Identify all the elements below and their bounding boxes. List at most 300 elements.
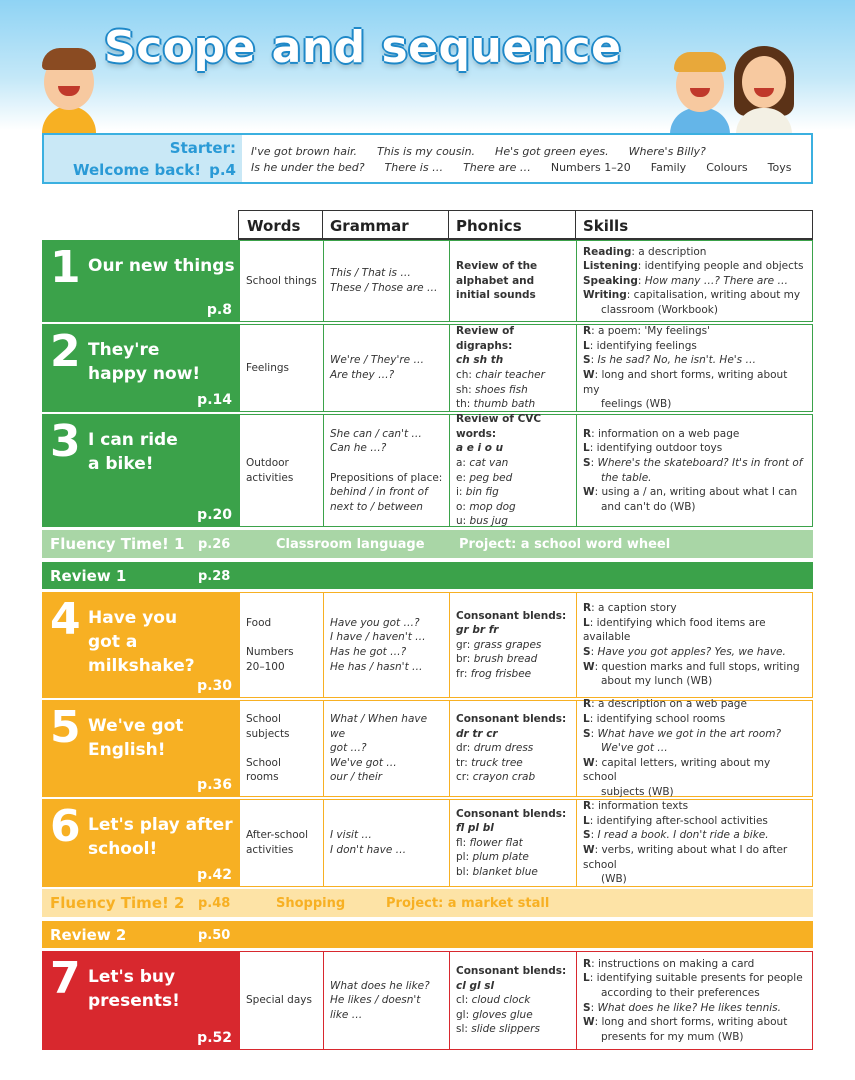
words-line: [246, 630, 317, 645]
skills-line: [583, 674, 807, 689]
phonics-cell: [449, 325, 576, 411]
phonics-letters: a e i o u: [456, 442, 504, 455]
skills-line-part: : a description: [631, 245, 707, 258]
skills-line: [583, 259, 807, 274]
phonics-example-part: cr:: [456, 771, 473, 784]
phonics-example-part: grass grapes: [473, 638, 542, 651]
skills-line-part: What does he like? He likes tennis.: [597, 1001, 781, 1014]
grammar-line: Are they …?: [330, 369, 395, 381]
phonics-cell: [449, 241, 576, 321]
skills-line-part: : identifying feelings: [589, 339, 697, 352]
skills-line: [583, 471, 807, 486]
phonics-example-part: br:: [456, 653, 474, 666]
skills-line: [583, 957, 807, 972]
skills-line-part: :: [590, 727, 598, 740]
words-line: subjects: [246, 727, 290, 740]
words-line: School things: [246, 274, 317, 287]
words-line: Feelings: [246, 361, 290, 374]
skills-line-part: : a description on a web page: [591, 698, 747, 711]
grammar-line: We've got …: [330, 756, 397, 769]
grammar-line: like …: [330, 1008, 363, 1021]
phonics-letters: gr br fr: [456, 624, 499, 637]
unit-name-line: got a: [88, 632, 138, 652]
starter-line-1: [251, 145, 726, 158]
skills-line-part: Listening: [583, 260, 638, 273]
phonics-example-part: shoes fish: [475, 383, 528, 396]
skills-line: [583, 872, 807, 887]
skills-line-part: R: [583, 325, 592, 338]
fluency-project: Project: a school word wheel: [459, 537, 671, 552]
grammar-line: I visit …: [330, 829, 372, 842]
phonics-letters: ch sh th: [456, 354, 504, 367]
skills-line-part: R: [583, 698, 592, 711]
unit-name: [88, 606, 195, 678]
phonics-heading: Consonant blends:: [456, 713, 567, 726]
unit-name-line: school!: [88, 839, 158, 859]
skills-cell: [576, 241, 813, 321]
words-line: 20–100: [246, 660, 285, 673]
starter-page: p.4: [209, 161, 236, 179]
unit-name: [88, 965, 180, 1013]
unit-number: 7: [50, 953, 81, 1004]
starter-phrase: There are …: [463, 161, 531, 174]
skills-line-part: according to their preferences: [601, 986, 760, 999]
starter-row: [42, 133, 813, 184]
words-line: Outdoor: [246, 456, 289, 469]
skills-line-part: W: [583, 486, 595, 499]
phonics-example: [456, 756, 570, 771]
phonics-example-part: flower flat: [469, 836, 523, 849]
skills-line-part: Speaking: [583, 274, 638, 287]
skills-line-part: Reading: [583, 245, 632, 258]
skills-line: [583, 288, 807, 303]
skills-line-part: : information texts: [591, 800, 689, 813]
skills-line-part: : identifying outdoor toys: [589, 442, 723, 455]
skills-line-part: : identifying school rooms: [589, 713, 726, 726]
skills-line-part: R: [583, 427, 592, 440]
grammar-line: our / their: [330, 771, 383, 784]
grammar-line: Can he …?: [330, 442, 387, 455]
phonics-example-part: a:: [456, 456, 470, 469]
grammar-line: What / When have we: [330, 713, 428, 740]
review-title: Review 2: [50, 926, 127, 944]
phonics-example: [456, 652, 570, 667]
starter-phrase: I've got brown hair.: [251, 145, 358, 158]
phonics-example: [456, 1022, 570, 1037]
phonics-cell: [449, 800, 576, 886]
phonics-example-part: frog frisbee: [470, 667, 532, 680]
unit-row: [42, 592, 813, 698]
review-page: p.28: [198, 569, 231, 584]
unit-row: [42, 414, 813, 527]
skills-line-part: : a caption story: [591, 602, 677, 615]
unit-row: [42, 700, 813, 797]
skills-cell: [576, 593, 813, 697]
unit-name-line: a bike!: [88, 454, 154, 474]
unit-cells: [240, 324, 813, 412]
skills-line-part: : information on a web page: [591, 427, 740, 440]
fluency-topic: Classroom language: [276, 537, 425, 552]
unit-name-line: Let's play after: [88, 815, 233, 835]
unit-row: [42, 324, 813, 412]
skills-line-part: L: [583, 972, 590, 985]
starter-label-panel: [44, 135, 242, 182]
starter-subtitle: [65, 161, 236, 179]
table-header: [238, 210, 813, 240]
unit-name-line: Let's buy: [88, 967, 176, 987]
skills-line-part: L: [583, 814, 590, 827]
review-1-band: [42, 562, 813, 589]
unit-row: [42, 799, 813, 887]
skills-line-part: : identifying suitable presents for people: [589, 972, 803, 985]
skills-line-part: Where's the skateboard? It's in front of: [597, 456, 803, 469]
phonics-example: [456, 397, 570, 412]
words-line: Special days: [246, 994, 312, 1007]
unit-title-panel: [42, 414, 240, 527]
skills-line-part: How many …? There are …: [644, 274, 788, 287]
grammar-line: Have you got …?: [330, 616, 420, 629]
words-line: Numbers: [246, 646, 294, 658]
phonics-example-part: peg bed: [469, 471, 513, 484]
skills-line-part: :: [590, 829, 598, 842]
skills-line-part: :: [590, 646, 598, 658]
grammar-cell: [323, 701, 449, 796]
words-line: School: [246, 756, 281, 769]
skills-line: [583, 712, 807, 727]
skills-line-part: W: [583, 756, 595, 769]
phonics-example-part: u:: [456, 515, 470, 528]
phonics-example-part: sh:: [456, 383, 476, 396]
unit-number: 6: [50, 801, 81, 852]
unit-page: p.52: [197, 1030, 232, 1046]
grammar-line: I have / haven't …: [330, 631, 426, 644]
skills-line: [583, 485, 807, 500]
phonics-example-part: i:: [456, 486, 466, 499]
skills-line: [583, 353, 807, 368]
grammar-line: She can / can't …: [330, 427, 422, 440]
skills-line-part: R: [583, 800, 592, 813]
unit-number: 1: [50, 242, 81, 293]
phonics-example: [456, 368, 570, 383]
phonics-example-part: sl:: [456, 1023, 472, 1036]
words-cell: [240, 701, 323, 796]
phonics-example: [456, 741, 570, 756]
skills-line-part: S: [583, 727, 591, 740]
skills-line-part: : identifying after-school activities: [589, 814, 768, 827]
phonics-example: [456, 850, 570, 865]
unit-title-panel: [42, 240, 240, 322]
skills-line-part: What have we got in the art room?: [597, 727, 782, 740]
unit-name-line: English!: [88, 740, 166, 760]
skills-line-part: W: [583, 660, 595, 673]
unit-name: [88, 714, 183, 762]
starter-phrase: Where's Billy?: [628, 145, 706, 158]
starter-phrase: There is …: [384, 161, 444, 174]
starter-phrase: Is he under the bed?: [251, 161, 365, 174]
words-line: Food: [246, 616, 272, 629]
header-grammar: Grammar: [330, 217, 409, 235]
phonics-heading: Consonant blends:: [456, 807, 567, 820]
skills-line: [583, 324, 807, 339]
grammar-cell: [323, 325, 449, 411]
phonics-example-part: fr:: [456, 667, 471, 680]
review-title: Review 1: [50, 567, 127, 585]
phonics-example: [456, 993, 570, 1008]
unit-page: p.36: [197, 777, 232, 793]
header-words: Words: [247, 217, 301, 235]
phonics-example: [456, 1008, 570, 1023]
unit-name: [88, 338, 200, 386]
unit-name-line: happy now!: [88, 364, 201, 384]
phonics-example-part: cl:: [456, 994, 472, 1007]
unit-name: [88, 254, 235, 278]
phonics-example-part: truck tree: [471, 756, 523, 769]
starter-topic: Colours: [706, 161, 748, 174]
unit-number: 3: [50, 416, 81, 467]
unit-name-line: presents!: [88, 991, 180, 1011]
unit-row: [42, 951, 813, 1050]
words-line: activities: [246, 471, 294, 484]
skills-line-part: (WB): [601, 873, 627, 886]
unit-row: [42, 240, 813, 322]
unit-title-panel: [42, 700, 240, 797]
phonics-cell: [449, 952, 576, 1049]
skills-line-part: S: [583, 456, 591, 469]
skills-line: [583, 616, 807, 645]
skills-line-part: L: [583, 616, 590, 629]
skills-line: [583, 274, 807, 289]
phonics-example: [456, 667, 570, 682]
fluency-page: p.26: [198, 537, 231, 552]
skills-line-part: R: [583, 602, 592, 615]
skills-line: [583, 799, 807, 814]
skills-cell: [576, 325, 813, 411]
phonics-letters: cl gl sl: [456, 979, 495, 992]
skills-cell: [576, 800, 813, 886]
unit-name-line: Our new things: [88, 256, 235, 276]
skills-cell: [576, 952, 813, 1049]
grammar-line: These / Those are …: [330, 282, 438, 294]
unit-number: 2: [50, 326, 81, 377]
skills-line: [583, 1001, 807, 1016]
skills-line: [583, 601, 807, 616]
skills-line-part: :: [590, 456, 598, 469]
phonics-letters: fl pl bl: [456, 822, 494, 835]
skills-line-part: Writing: [583, 289, 627, 302]
phonics-example-part: cat van: [469, 456, 509, 469]
skills-line-part: subjects (WB): [601, 785, 674, 798]
phonics-example-part: tr:: [456, 756, 472, 769]
phonics-heading: Consonant blends:: [456, 609, 567, 622]
skills-line-part: : identifying people and objects: [637, 260, 804, 273]
skills-line-part: W: [583, 369, 595, 381]
unit-title-panel: [42, 799, 240, 887]
phonics-example-part: ch:: [456, 369, 476, 381]
skills-line-part: classroom (Workbook): [601, 303, 718, 316]
unit-name-line: milkshake?: [88, 656, 195, 676]
skills-line: [583, 741, 807, 756]
phonics-cell: [449, 415, 576, 526]
grammar-line: got …?: [330, 742, 367, 755]
unit-title-panel: [42, 951, 240, 1050]
skills-line-part: : verbs, writing about what I do after school: [583, 844, 788, 871]
phonics-example: [456, 383, 570, 398]
phonics-example-part: gl:: [456, 1008, 473, 1021]
words-cell: [240, 325, 323, 411]
grammar-line: He likes / doesn't: [330, 994, 421, 1007]
unit-cells: [240, 700, 813, 797]
girl-character: [732, 46, 796, 134]
skills-line: [583, 368, 807, 397]
grammar-cell: [323, 800, 449, 886]
header-phonics: Phonics: [456, 217, 522, 235]
words-cell: [240, 800, 323, 886]
review-2-band: [42, 921, 813, 948]
skills-line-part: :: [590, 1001, 598, 1014]
skills-line-part: Is he sad? No, he isn't. He's …: [597, 354, 756, 367]
phonics-cell: [449, 701, 576, 796]
skills-line: [583, 427, 807, 442]
skills-line: [583, 814, 807, 829]
skills-line-part: presents for my mum (WB): [601, 1030, 744, 1043]
skills-line: [583, 971, 807, 986]
phonics-example-part: gloves glue: [472, 1008, 533, 1021]
skills-line: [583, 500, 807, 515]
unit-name: [88, 428, 178, 476]
grammar-line: [330, 456, 443, 471]
skills-line-part: S: [583, 646, 591, 658]
skills-line: [583, 660, 807, 675]
unit-cells: [240, 240, 813, 322]
unit-name-line: I can ride: [88, 430, 178, 450]
skills-line-part: L: [583, 713, 590, 726]
skills-line: [583, 986, 807, 1001]
starter-phrase: This is my cousin.: [377, 145, 476, 158]
unit-name: [88, 813, 233, 861]
skills-line-part: : instructions on making a card: [591, 957, 755, 970]
starter-topic: Numbers 1–20: [550, 161, 631, 174]
skills-line-part: feelings (WB): [601, 398, 672, 411]
unit-cells: [240, 799, 813, 887]
skills-line-part: : a poem: 'My feelings': [591, 325, 711, 338]
skills-line: [583, 245, 807, 260]
phonics-letters: dr tr cr: [456, 727, 498, 740]
skills-line-part: : long and short forms, writing about: [594, 1016, 788, 1029]
skills-line: [583, 756, 807, 785]
skills-line-part: : using a / an, writing about what I can: [594, 486, 798, 499]
phonics-example: [456, 514, 570, 529]
phonics-example-part: bin fig: [465, 486, 499, 499]
phonics-example-part: brush bread: [473, 653, 538, 666]
phonics-example: [456, 770, 570, 785]
phonics-example-part: o:: [456, 500, 470, 513]
phonics-example-part: th:: [456, 398, 474, 411]
boy-character-left: [36, 48, 102, 134]
starter-unit-name: Welcome back!: [73, 161, 202, 179]
grammar-line: He has / hasn't …: [330, 660, 423, 673]
skills-line: [583, 303, 807, 318]
unit-page: p.42: [197, 867, 232, 883]
starter-topic: Family: [650, 161, 687, 174]
fluency-title: Fluency Time! 1: [50, 535, 185, 553]
unit-name-line: Have you: [88, 608, 178, 628]
skills-line-part: :: [637, 274, 645, 287]
unit-title-panel: [42, 592, 240, 698]
unit-number: 5: [50, 702, 81, 753]
starter-phrase: He's got green eyes.: [495, 145, 609, 158]
fluency-project: Project: a market stall: [386, 896, 550, 911]
phonics-heading: Review of digraphs:: [456, 325, 514, 352]
skills-line: [583, 828, 807, 843]
skills-line-part: : capitalisation, writing about my: [626, 289, 801, 302]
fluency-title: Fluency Time! 2: [50, 894, 185, 912]
phonics-example: [456, 500, 570, 515]
grammar-line: I don't have …: [330, 844, 407, 856]
skills-line: [583, 441, 807, 456]
words-cell: [240, 593, 323, 697]
skills-line: [583, 1015, 807, 1030]
fluency-time-1-band: [42, 530, 813, 558]
words-line: rooms: [246, 771, 279, 784]
words-line: activities: [246, 844, 294, 856]
skills-line-part: We've got …: [601, 742, 668, 755]
phonics-example-part: blanket blue: [472, 865, 538, 878]
fluency-time-2-band: [42, 889, 813, 917]
phonics-example-part: gr:: [456, 638, 474, 651]
starter-topic: Toys: [767, 161, 792, 174]
skills-line-part: R: [583, 957, 592, 970]
skills-line-part: the table.: [601, 471, 652, 484]
words-cell: [240, 241, 323, 321]
words-line: School: [246, 713, 281, 726]
skills-cell: [576, 698, 813, 798]
unit-page: p.8: [206, 302, 232, 318]
phonics-example-part: dr:: [456, 742, 474, 755]
review-page: p.50: [198, 928, 231, 943]
fluency-topic: Shopping: [276, 896, 346, 911]
phonics-example: [456, 865, 570, 880]
unit-cells: [240, 951, 813, 1050]
phonics-example-part: drum dress: [473, 742, 534, 755]
skills-line-part: : identifying which food items are available: [583, 616, 766, 644]
phonics-example-part: fl:: [456, 836, 470, 849]
phonics-cell: [449, 593, 576, 697]
starter-line-2: [251, 161, 811, 174]
words-cell: [240, 415, 323, 526]
skills-line-part: : long and short forms, writing about my: [583, 369, 788, 396]
phonics-example-part: plum plate: [472, 851, 529, 864]
phonics-heading: Review of CVC words:: [456, 413, 542, 440]
skills-line: [583, 727, 807, 742]
phonics-example: [456, 836, 570, 851]
phonics-heading: Review of the alphabet and initial sounds: [456, 260, 538, 302]
boy-character-right: [668, 52, 732, 134]
skills-line: [583, 339, 807, 354]
unit-name-line: They're: [88, 340, 160, 360]
phonics-heading: Consonant blends:: [456, 965, 567, 978]
grammar-cell: [323, 415, 449, 526]
phonics-example-part: chair teacher: [475, 369, 545, 381]
unit-cells: [240, 414, 813, 527]
skills-line: [583, 397, 807, 412]
skills-line-part: L: [583, 442, 590, 455]
skills-line-part: Have you got apples? Yes, we have.: [597, 646, 786, 658]
phonics-example: [456, 638, 570, 653]
phonics-example: [456, 456, 570, 471]
skills-line: [583, 697, 807, 712]
fluency-page: p.48: [198, 896, 231, 911]
skills-line: [583, 785, 807, 800]
